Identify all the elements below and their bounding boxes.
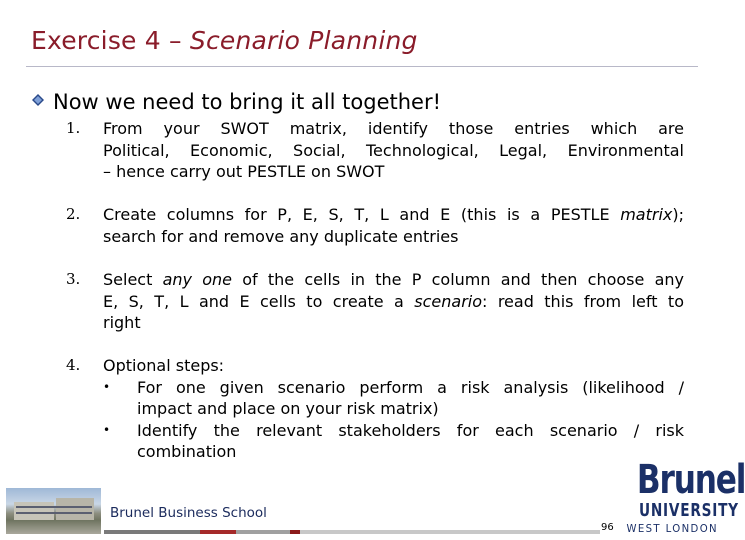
- logo-university: UNIVERSITY: [638, 500, 739, 521]
- window-row: [16, 506, 92, 508]
- page-number: 96: [601, 522, 614, 533]
- logo-west-london: WEST LONDON: [626, 522, 718, 535]
- main-bullet-text: Now we need to bring it all together!: [53, 90, 442, 114]
- item-line: From your SWOT matrix, identify those entries which are: [103, 119, 684, 138]
- item-text: [103, 204, 684, 247]
- building-shape: [56, 498, 94, 520]
- footer-stripe: [104, 530, 200, 534]
- title-divider: [26, 66, 698, 67]
- slide-title: [31, 26, 418, 55]
- main-bullet: [32, 90, 441, 114]
- sub-line: Identify the relevant stakeholders for each scenario / risk: [137, 420, 684, 440]
- item-line: E, S, T, L and E cells to create a scenario: read this from left to: [103, 291, 684, 311]
- item-number: 3.: [66, 270, 81, 288]
- item-number: 2.: [66, 205, 81, 223]
- sub-line: For one given scenario perform a risk analysis (likelihood /: [137, 377, 684, 397]
- sub-bullet: •: [103, 379, 111, 394]
- item-text: [103, 355, 684, 463]
- brunel-logo: [614, 457, 745, 538]
- sub-item-2: [103, 420, 684, 463]
- school-name: Brunel Business School: [110, 505, 267, 521]
- footer-stripe: [290, 530, 300, 534]
- title-emphasis: Scenario Planning: [189, 26, 418, 55]
- title-main: Exercise 4 –: [31, 26, 190, 55]
- sub-item-1: [103, 377, 684, 420]
- window-row: [16, 512, 92, 514]
- sub-bullet: •: [103, 422, 111, 437]
- footer-stripe: [200, 530, 236, 534]
- item-line: – hence carry out PESTLE on SWOT: [103, 162, 385, 181]
- logo-brunel: Brunel: [636, 457, 745, 503]
- sub-line: combination: [137, 442, 237, 461]
- item-number: 1.: [66, 119, 81, 137]
- item-line: Select any one of the cells in the P column and then choose any: [103, 270, 685, 289]
- footer-stripe: [300, 530, 600, 534]
- item-lead: Optional steps:: [103, 356, 225, 375]
- item-line: Create columns for P, E, S, T, L and E (this is a PESTLE matrix);: [103, 205, 684, 224]
- diamond-bullet-icon: [32, 94, 44, 106]
- building-shape: [14, 502, 54, 520]
- item-line: search for and remove any duplicate entries: [103, 226, 459, 246]
- item-text: [103, 118, 684, 183]
- item-line: Political, Economic, Social, Technological, Legal, Environmental: [103, 140, 684, 160]
- campus-photo: [6, 488, 101, 534]
- item-text: [103, 269, 684, 334]
- item-line: right: [103, 313, 141, 332]
- footer-stripe: [236, 530, 290, 534]
- sub-line: impact and place on your risk matrix): [137, 399, 439, 418]
- item-number: 4.: [66, 356, 81, 374]
